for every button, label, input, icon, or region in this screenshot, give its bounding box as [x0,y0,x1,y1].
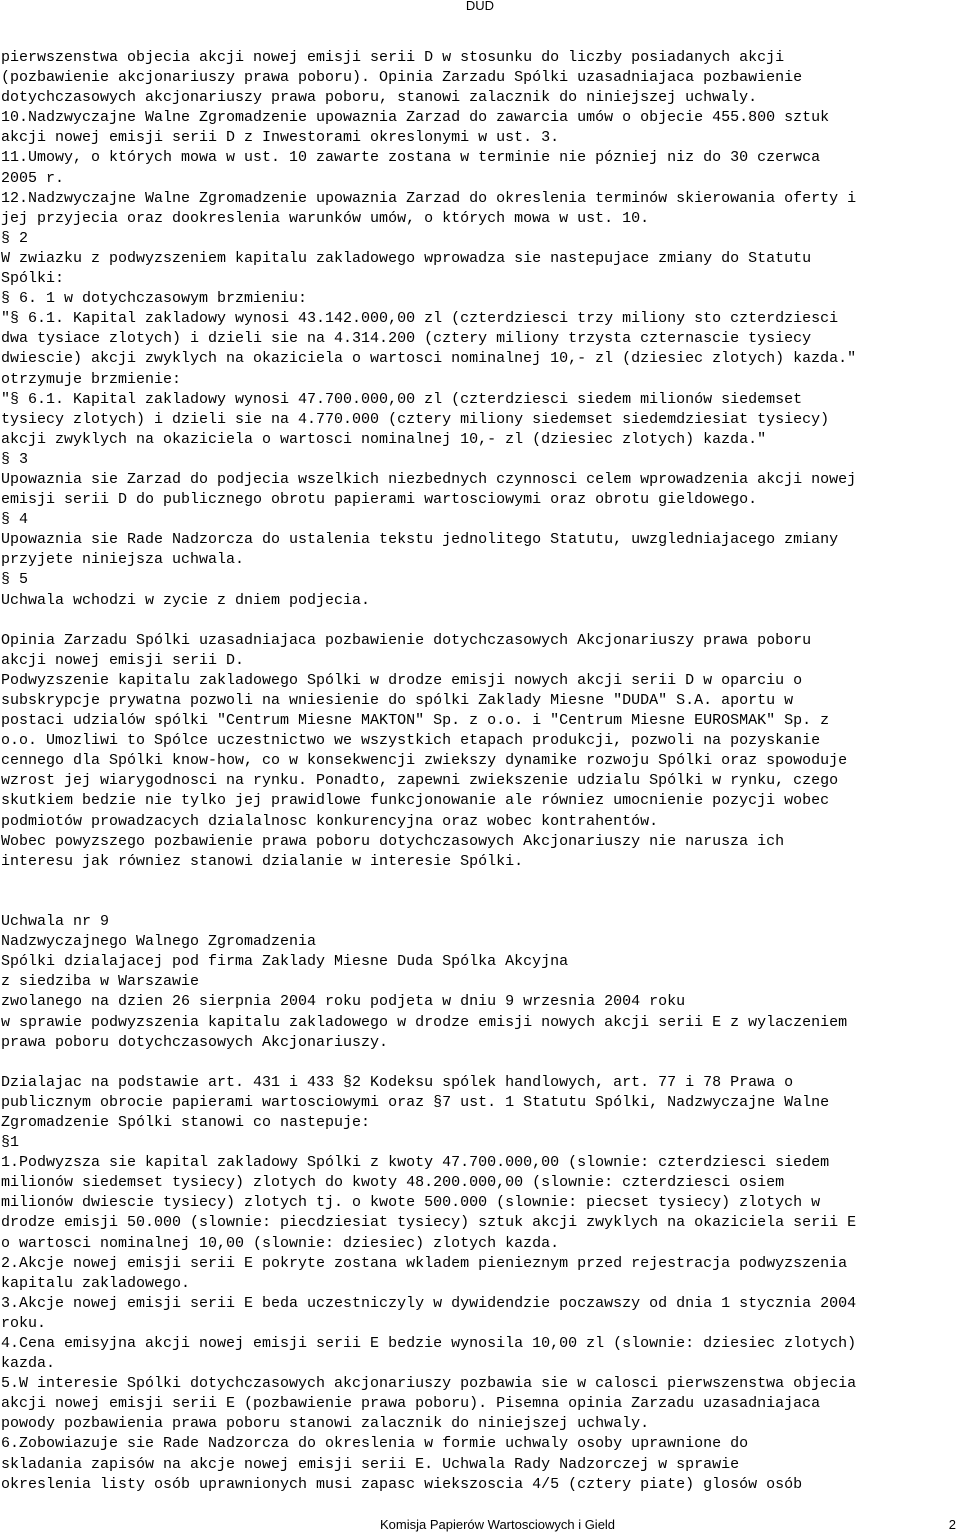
document-line: akcji nowej emisji serii D. [1,651,245,669]
document-line: postaci udzialów spólki "Centrum Miesne MAKTON" Sp. z o.o. i "Centrum Miesne EUROSMAK" Sp. z [1,712,830,730]
document-line: prawa poboru dotychczasowych Akcjonariuszy. [1,1033,389,1051]
document-line: podmiotów prowadzacych dzialalnosc konkurencyjna oraz wobec kontrahentów. [1,812,659,830]
document-line: 10.Nadzwyczajne Walne Zgromadzenie upowaznia Zarzad do zawarcia umów o objecie 455.800 sztuk [1,109,830,127]
document-line: tysiecy zlotych) i dzieli sie na 4.770.000 (cztery miliony siedemset siedemdziesiat tysiecy) [1,410,830,428]
document-line: Uchwala wchodzi w zycie z dniem podjecia. [1,591,371,609]
document-line: drodze emisji 50.000 (slownie: piecdziesiat tysiecy) sztuk akcji zwyklych na okaziciela serii E [1,1214,857,1232]
document-line: 1.Podwyzsza sie kapital zakladowy Spólki z kwoty 47.700.000,00 (slownie: czterdziesci siedem [1,1154,830,1172]
document-line: §1 [1,1134,20,1152]
document-line: 5.W interesie Spólki dotychczasowych akcjonariuszy pozbawia sie w calosci pierwszenstwa objecia [1,1375,857,1393]
document-line: kazda. [1,1355,56,1373]
document-line [1,611,957,631]
document-line [1,892,957,912]
document-line: dwa tysiace zlotych) i dzieli sie na 4.314.200 (cztery miliony trzysta czternascie tysiecy [1,330,812,348]
document-line: subskrypcje prywatna pozwoli na wniesienie do spólki Zaklady Miesne "DUDA" S.A. aportu w [1,692,794,709]
document-line: o.o. Umozliwi to Spólce uczestnictwo we wszystkich etapach produkcji, pozwoli na pozyskanie [1,732,821,750]
document-line: interesu jak równiez stanowi dzialanie w interesie Spólki. [1,852,524,870]
document-line: 3.Akcje nowej emisji serii E beda uczestniczyly w dywidendzie poczawszy od dnia 1 stycznia 2004 [1,1294,857,1312]
document-line: "§ 6.1. Kapital zakladowy wynosi 43.142.000,00 zl (czterdziesci trzy miliony sto czterdziesci [1,310,839,328]
document-line: pierwszenstwa objecia akcji nowej emisji serii D w stosunku do liczby posiadanych akcji [1,49,785,66]
document-body [1,48,957,1495]
document-line: akcji nowej emisji serii E (pozbawienie prawa poboru). Pisemna opinia Zarzadu uzasadniajaca [1,1395,821,1413]
document-line: zwolanego na dzien 26 sierpnia 2004 roku podjeta w dniu 9 wrzesnia 2004 roku [1,993,686,1011]
document-line: 6.Zobowiazuje sie Rade Nadzorcza do okreslenia w formie uchwaly osoby uprawnione do [1,1435,749,1453]
page-number: 2 [948,1517,956,1532]
document-line: Opinia Zarzadu Spólki uzasadniajaca pozbawienie dotychczasowych Akcjonariuszy prawa poboru [1,631,812,649]
document-line: Podwyzszenie kapitalu zakladowego Spólki w drodze emisji nowych akcji serii D w oparciu o [1,671,803,689]
document-line: milionów siedemset tysiecy) zlotych do kwoty 48.200.000,00 (slownie: czterdziesci osiem [1,1174,785,1192]
document-line: skladania zapisów na akcje nowej emisji serii E. Uchwala Rady Nadzorczej w sprawie [1,1455,740,1473]
document-line: § 4 [1,511,29,529]
document-line: skutkiem bedzie nie tylko jej prawidlowe funkcjonowanie ale równiez umocnienie pozycji wobec [1,792,830,810]
document-line: kapitalu zakladowego. [1,1274,191,1292]
document-line: 12.Nadzwyczajne Walne Zgromadzenie upowaznia Zarzad do okreslenia terminów skierowania oferty i [1,189,857,207]
document-line: 2.Akcje nowej emisji serii E pokryte zostana wkladem pienieznym przed rejestracja podwyzszenia [1,1254,848,1272]
page-header [0,0,960,14]
document-line: Upowaznia sie Zarzad do podjecia wszelkich niezbednych czynnosci celem wprowadzenia akcji nowej [1,470,857,488]
document-line: przyjete niniejsza uchwala. [1,551,245,569]
document-line: Zgromadzenie Spólki stanowi co nastepuje: [1,1113,371,1131]
document-line: emisji serii D do publicznego obrotu papierami wartosciowymi oraz obrotu gieldowego. [1,491,758,509]
document-line: § 5 [1,571,29,589]
header-company-name: DUD [465,0,495,13]
document-line: wzrost jej wiarygodnosci na rynku. Ponadto, zapewni zwiekszenie udzialu Spólki w rynku, czego [1,772,839,790]
page-footer [0,1517,960,1533]
document-line: roku. [1,1314,47,1332]
document-line: Dzialajac na podstawie art. 431 i 433 §2 Kodeksu spólek handlowych, art. 77 i 78 Prawa o [1,1073,794,1091]
document-line: Nadzwyczajnego Walnego Zgromadzenia [1,933,317,951]
document-line: dwiescie) akcji zwyklych na okaziciela o wartosci nominalnej 10,- zl (dziesiec zlotych) kazda." [1,350,857,368]
document-line: okreslenia listy osób uprawnionych musi zapasc wiekszoscia 4/5 (cztery piate) glosów osób [1,1475,803,1493]
document-line: milionów dwiescie tysiecy) zlotych tj. o kwote 500.000 (slownie: piecset tysiecy) zlotych w [1,1194,821,1212]
document-line: Wobec powyzszego pozbawienie prawa poboru dotychczasowych Akcjonariuszy nie narusza ich [1,832,785,850]
document-line: § 2 [1,229,29,247]
document-line: "§ 6.1. Kapital zakladowy wynosi 47.700.000,00 zl (czterdziesci siedem milionów siedemset [1,390,803,408]
document-line [1,872,957,892]
document-line: otrzymuje brzmienie: [1,370,182,388]
document-line: (pozbawienie akcjonariuszy prawa poboru). Opinia Zarzadu Spólki uzasadniajaca pozbawienie [1,69,803,87]
document-line: § 3 [1,450,29,468]
document-line: 2005 r. [1,169,65,187]
document-line [1,1053,957,1073]
document-line: z siedziba w Warszawie [1,973,200,991]
document-line: W zwiazku z podwyzszeniem kapitalu zakladowego wprowadza sie nastepujace zmiany do Statutu [1,249,812,267]
document-line: cennego dla Spólki know-how, co w konsekwencji zwiekszy dynamike rozwoju Spólki oraz spowoduje [1,752,848,770]
footer-source: Komisja Papierów Wartosciowych i Gield [380,1517,616,1532]
document-line: jej przyjecia oraz dookreslenia warunków umów, o których mowa w ust. 10. [1,209,650,227]
document-line: powody pozbawienia prawa poboru stanowi zalacznik do niniejszej uchwaly. [1,1415,650,1433]
document-line: Upowaznia sie Rade Nadzorcza do ustalenia tekstu jednolitego Statutu, uwzgledniajacego zmiany [1,531,839,549]
document-line: Uchwala nr 9 [1,913,110,931]
document-line: akcji nowej emisji serii D z Inwestorami okreslonymi w ust. 3. [1,129,560,147]
document-line: w sprawie podwyzszenia kapitalu zakladowego w drodze emisji nowych akcji serii E z wylaczeniem [1,1013,848,1031]
document-line: dotychczasowych akcjonariuszy prawa poboru, stanowi zalacznik do niniejszej uchwaly. [1,89,758,107]
document-line: 11.Umowy, o których mowa w ust. 10 zawarte zostana w terminie nie pózniej niz do 30 czerwca [1,149,821,167]
document-line: § 6. 1 w dotychczasowym brzmieniu: [1,290,308,308]
document-line: akcji zwyklych na okaziciela o wartosci nominalnej 10,- zl (dziesiec zlotych) kazda." [1,430,767,448]
document-line: publicznym obrocie papierami wartosciowymi oraz §7 ust. 1 Statutu Spólki, Nadzwyczajne Walne [1,1093,830,1111]
document-line: Spólki: [1,270,65,288]
document-line: Spólki dzialajacej pod firma Zaklady Miesne Duda Spólka Akcyjna [1,953,569,971]
document-line: 4.Cena emisyjna akcji nowej emisji serii E bedzie wynosila 10,00 zl (slownie: dziesiec zlotych) [1,1335,857,1352]
document-line: o wartosci nominalnej 10,00 (slownie: dziesiec) zlotych kazda. [1,1234,560,1252]
